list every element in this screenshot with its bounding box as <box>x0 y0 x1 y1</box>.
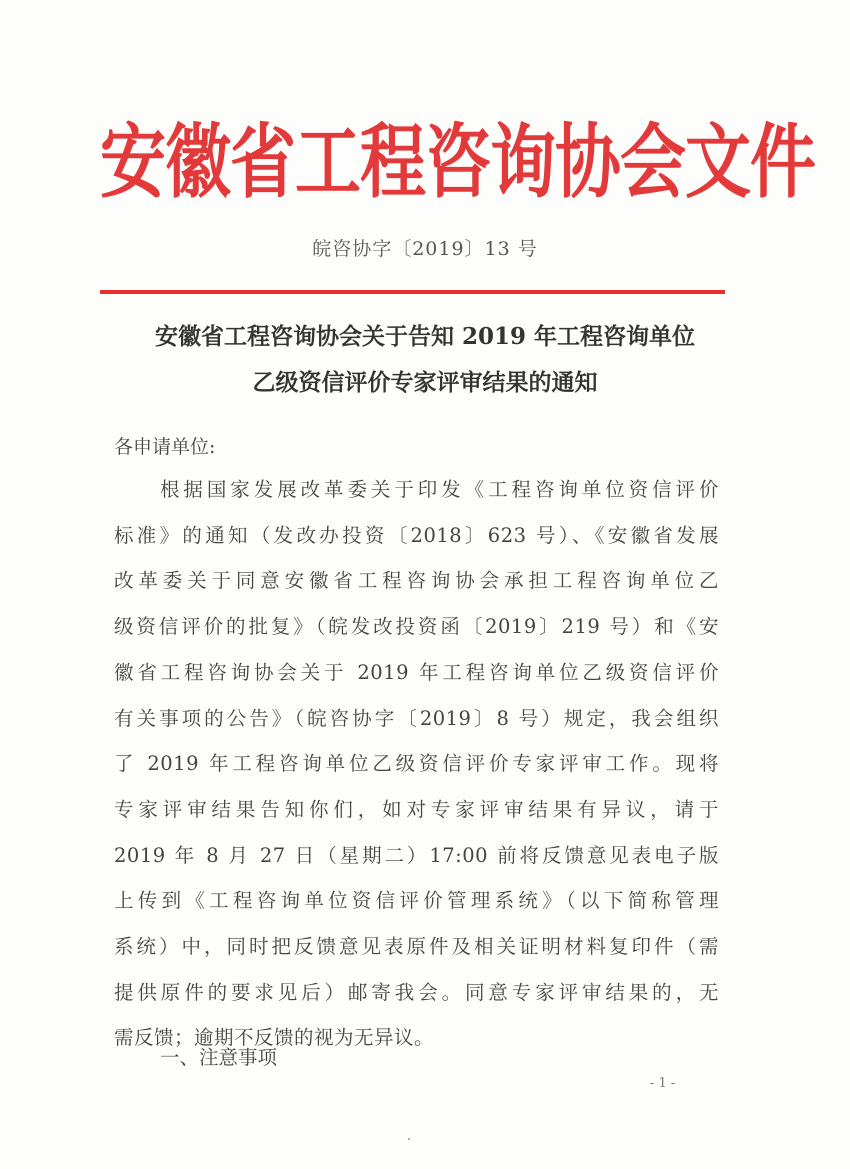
paragraph-line: 2019 年 8 月 27 日（星期二）17:00 前将反馈意见表电子版 <box>114 843 719 867</box>
paragraph-line: 标准》的通知（发改办投资〔2018〕623 号）、《安徽省发展 <box>114 523 719 547</box>
paragraph-line: 专家评审结果告知你们，如对专家评审结果有异议，请于 <box>114 797 719 821</box>
paragraph-line: 系统）中，同时把反馈意见表原件及相关证明材料复印件（需 <box>114 935 719 958</box>
paragraph-line: 了 2019 年工程咨询单位乙级资信评价专家评审工作。现将 <box>114 752 719 776</box>
notice-title-line-2: 乙级资信评价专家评审结果的通知 <box>252 369 598 396</box>
document-number: 皖咨协字〔2019〕13 号 <box>312 238 538 260</box>
paragraph-line: 上传到《工程咨询单位资信评价管理系统》（以下简称管理 <box>114 889 719 913</box>
scan-speck <box>408 1138 410 1140</box>
paragraph-line: 改革委关于同意安徽省工程咨询协会承担工程咨询单位乙 <box>114 569 719 593</box>
red-divider-line <box>100 290 725 294</box>
salutation: 各申请单位: <box>114 436 216 458</box>
paragraph-line: 提供原件的要求见后）邮寄我会。同意专家评审结果的，无 <box>114 980 719 1004</box>
paragraph-line: 徽省工程咨询协会关于 2019 年工程咨询单位乙级资信评价 <box>114 660 719 684</box>
masthead-title: 安徽省工程咨询协会文件 <box>100 115 815 210</box>
page-number: - 1 - <box>650 1076 676 1091</box>
notice-title-line-1: 安徽省工程咨询协会关于告知 2019 年工程咨询单位 <box>154 323 696 350</box>
paragraph-line: 根据国家发展改革委关于印发《工程咨询单位资信评价 <box>160 478 719 501</box>
paragraph-line: 需反馈；逾期不反馈的视为无异议。 <box>114 1026 435 1050</box>
paragraph-line: 有关事项的公告》（皖咨协字〔2019〕8 号）规定，我会组织 <box>114 706 719 730</box>
section-heading: 一、注意事项 <box>160 1046 278 1069</box>
paragraph-line: 级资信评价的批复》（皖发改投资函〔2019〕219 号）和《安 <box>114 615 719 639</box>
